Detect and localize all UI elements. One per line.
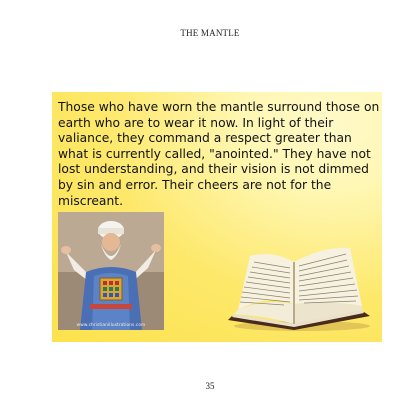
open-bible-image [224, 242, 374, 332]
photo-watermark-caption: www.christianillustrations.com [76, 323, 146, 328]
slide-image [52, 92, 382, 342]
high-priest-illustration-icon [58, 212, 164, 330]
page-header-title: THE MANTLE [180, 28, 240, 38]
high-priest-photo [58, 212, 164, 330]
open-bible-icon [224, 242, 374, 332]
slide-quote-text: Those who have worn the mantle surround those on earth who are to wear it now. In light of their valiance, they command a respect greater than what is currently called, "anointed." They have not lost understanding, and their vision is not dimmed by sin and error. Their cheers are not for the miscreant. [58, 100, 380, 208]
page-number: 35 [205, 381, 215, 391]
